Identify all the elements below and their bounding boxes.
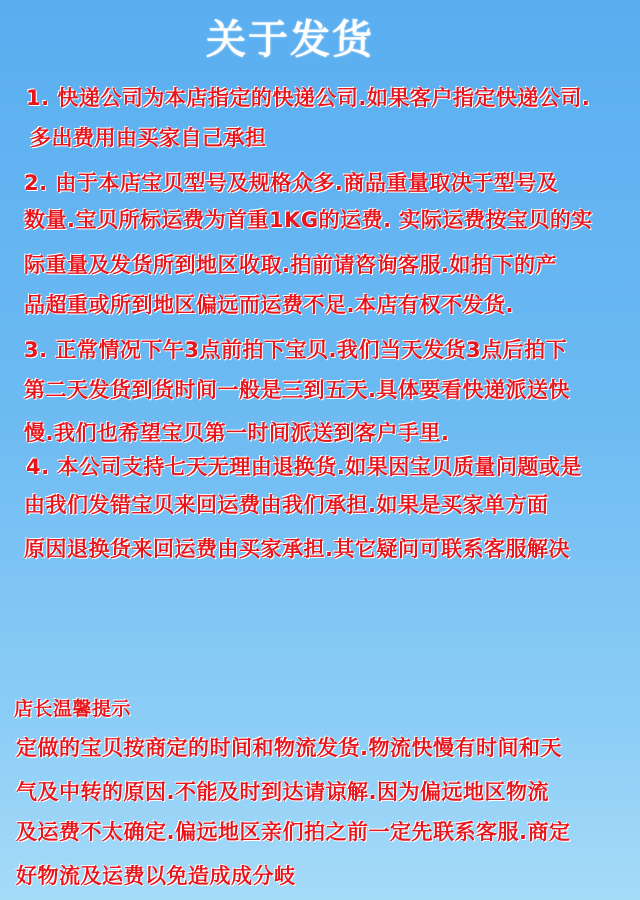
notice-line: 由我们发错宝贝来回运费由我们承担.如果是买家单方面 — [24, 493, 549, 517]
tips-line: 气及中转的原因.不能及时到达请谅解.因为偏远地区物流 — [16, 780, 549, 804]
tips-heading: 店长温馨提示 — [14, 698, 132, 720]
notice-line: 多出费用由买家自己承担 — [30, 126, 267, 150]
notice-line: 3. 正常情况下午3点前拍下宝贝.我们当天发货3点后拍下 — [24, 338, 568, 362]
notice-line: 数量.宝贝所标运费为首重1KG的运费. 实际运费按宝贝的实 — [24, 208, 593, 232]
tips-line: 好物流及运费以免造成成分岐 — [16, 864, 296, 888]
notice-line: 第二天发货到货时间一般是三到五天.具体要看快递派送快 — [24, 378, 570, 402]
page-title: 关于发货 — [206, 17, 374, 63]
tips-line: 及运费不太确定.偏远地区亲们拍之前一定先联系客服.商定 — [16, 820, 571, 844]
notice-line: 品超重或所到地区偏远而运费不足.本店有权不发货. — [24, 293, 514, 317]
tips-line: 定做的宝贝按商定的时间和物流发货.物流快慢有时间和天 — [16, 736, 562, 760]
notice-line: 2. 由于本店宝贝型号及规格众多.商品重量取决于型号及 — [24, 171, 559, 195]
notice-line: 际重量及发货所到地区收取.拍前请咨询客服.如拍下的产 — [24, 253, 557, 277]
notice-line: 1. 快递公司为本店指定的快递公司.如果客户指定快递公司. — [26, 86, 591, 110]
notice-line: 慢.我们也希望宝贝第一时间派送到客户手里. — [24, 421, 450, 445]
notice-line: 4. 本公司支持七天无理由退换货.如果因宝贝质量问题或是 — [26, 455, 582, 479]
notice-line: 原因退换货来回运费由买家承担.其它疑问可联系客服解决 — [24, 537, 570, 561]
